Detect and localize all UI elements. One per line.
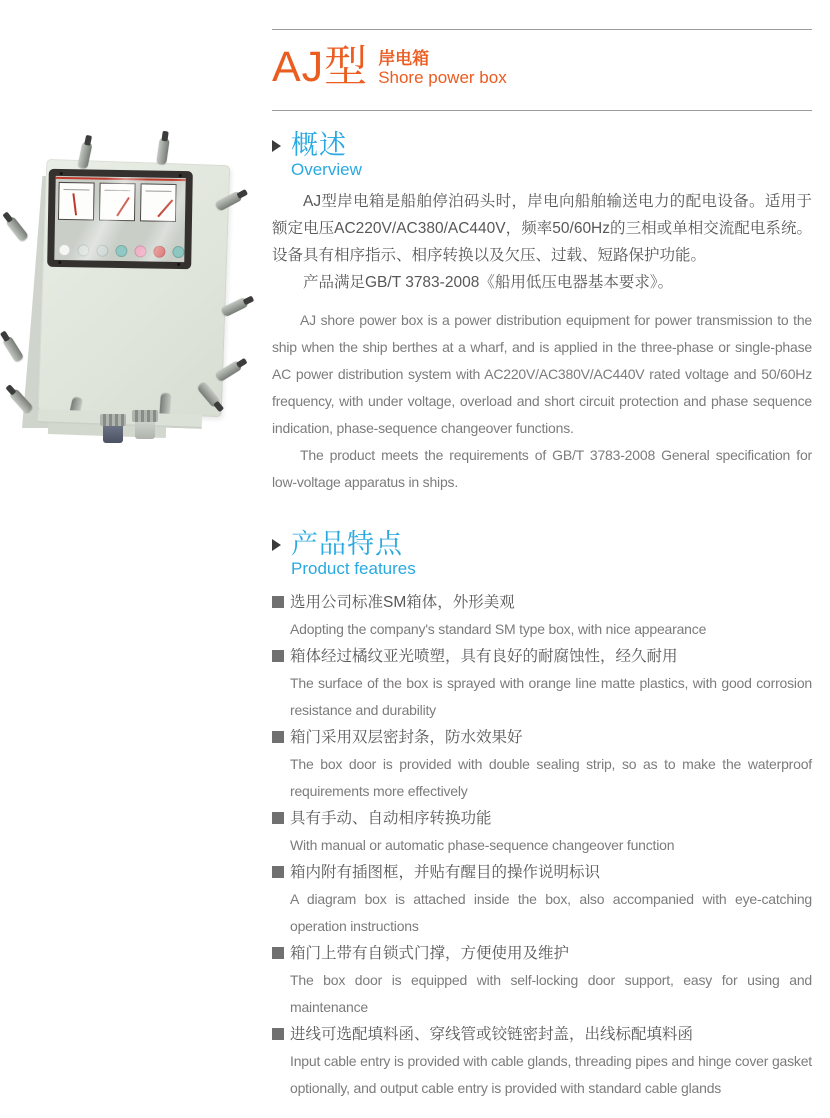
bullet-square-icon (272, 1028, 284, 1040)
feature-list (272, 589, 812, 1102)
feature-cn: 箱门上带有自锁式门撑，方便使用及维护 (272, 940, 812, 967)
overview-heading (272, 131, 812, 180)
bullet-square-icon (272, 596, 284, 608)
title-divider (272, 110, 812, 111)
product-name (378, 49, 507, 90)
bullet-square-icon (272, 947, 284, 959)
top-divider (272, 29, 812, 30)
product-name-cn: 岸电箱 (378, 49, 430, 68)
product-photo (8, 146, 264, 466)
feature-en: With manual or automatic phase-sequence changeover function (290, 837, 675, 853)
list-item (272, 805, 812, 859)
latch-icon (2, 335, 24, 362)
list-item (272, 1021, 812, 1102)
list-item (272, 589, 812, 643)
overview-paragraph: 产品满足GB/T 3783-2008《船用低压电器基本要求》。 (303, 274, 674, 291)
list-item (272, 724, 812, 805)
feature-cn: 箱内附有插图框，并贴有醒目的操作说明标识 (272, 859, 812, 886)
cable-gland-icon (132, 410, 158, 440)
overview-paragraph: The product meets the requirements of GB/T 3783-2008 General specification for low-voltage apparatus in ships. (272, 447, 812, 490)
feature-en: The surface of the box is sprayed with orange line matte plastics, with good corrosion resistance and durability (290, 675, 812, 718)
features-title-cn: 产品特点 (291, 529, 403, 559)
bullet-square-icon (272, 650, 284, 662)
feature-en: Adopting the company's standard SM type box, with nice appearance (290, 621, 707, 637)
bullet-square-icon (272, 731, 284, 743)
overview-paragraph: AJ型岸电箱是船舶停泊码头时，岸电向船舶输送电力的配电设备。适用于额定电压AC220V/AC380/AC440V，频率50/60Hz的三相或单相交流配电系统。设备具有相序指示、相序转换以及欠压、过载、短路保护功能。 (272, 193, 812, 264)
overview-title-en: Overview (291, 160, 362, 179)
section-marker-icon (272, 539, 281, 551)
overview-text-cn (272, 188, 812, 296)
overview-section (272, 131, 812, 496)
bullet-square-icon (272, 812, 284, 824)
features-section (272, 530, 812, 1102)
model-name: AJ型 (272, 43, 369, 91)
cable-gland-icon (100, 414, 126, 444)
product-name-en: Shore power box (378, 68, 507, 87)
overview-text-en (272, 307, 812, 496)
overview-title-cn: 概述 (291, 130, 347, 160)
feature-cn: 进线可选配填料函、穿线管或铰链密封盖，出线标配填料函 (272, 1021, 812, 1048)
page-title (272, 44, 507, 90)
feature-cn: 具有手动、自动相序转换功能 (272, 805, 812, 832)
list-item (272, 859, 812, 940)
features-heading (272, 530, 812, 579)
feature-cn: 箱体经过橘纹亚光喷塑，具有良好的耐腐蚀性，经久耐用 (272, 643, 812, 670)
meter-window (47, 169, 193, 269)
latch-icon (5, 216, 29, 243)
overview-paragraph: AJ shore power box is a power distribution equipment for power transmission to the ship when the ship berthes at a wharf, and is applied in the three-phase or single-phase AC power distribution system with AC220V/AC380V/AC440V rated voltage and 50/60Hz frequency, with under voltage, overload and short circuit protection and phase sequence indication, phase-sequence changeover functions. (272, 312, 812, 436)
list-item (272, 643, 812, 724)
latch-icon (156, 137, 170, 164)
list-item (272, 940, 812, 1021)
feature-en: A diagram box is attached inside the box, also accompanied with eye-catching operation instructions (290, 891, 812, 934)
bullet-square-icon (272, 866, 284, 878)
feature-en: The box door is equipped with self-locking door support, easy for using and maintenance (290, 972, 812, 1015)
feature-cn: 选用公司标准SM箱体，外形美观 (272, 589, 812, 616)
glass-reflection (54, 176, 185, 262)
feature-cn: 箱门采用双层密封条，防水效果好 (272, 724, 812, 751)
features-title-en: Product features (291, 559, 416, 578)
feature-en: The box door is provided with double sealing strip, so as to make the waterproof requirements more effectively (290, 756, 812, 799)
section-marker-icon (272, 140, 281, 152)
feature-en: Input cable entry is provided with cable glands, threading pipes and hinge cover gasket optionally, and output cable entry is provided with standard cable glands (290, 1053, 812, 1096)
